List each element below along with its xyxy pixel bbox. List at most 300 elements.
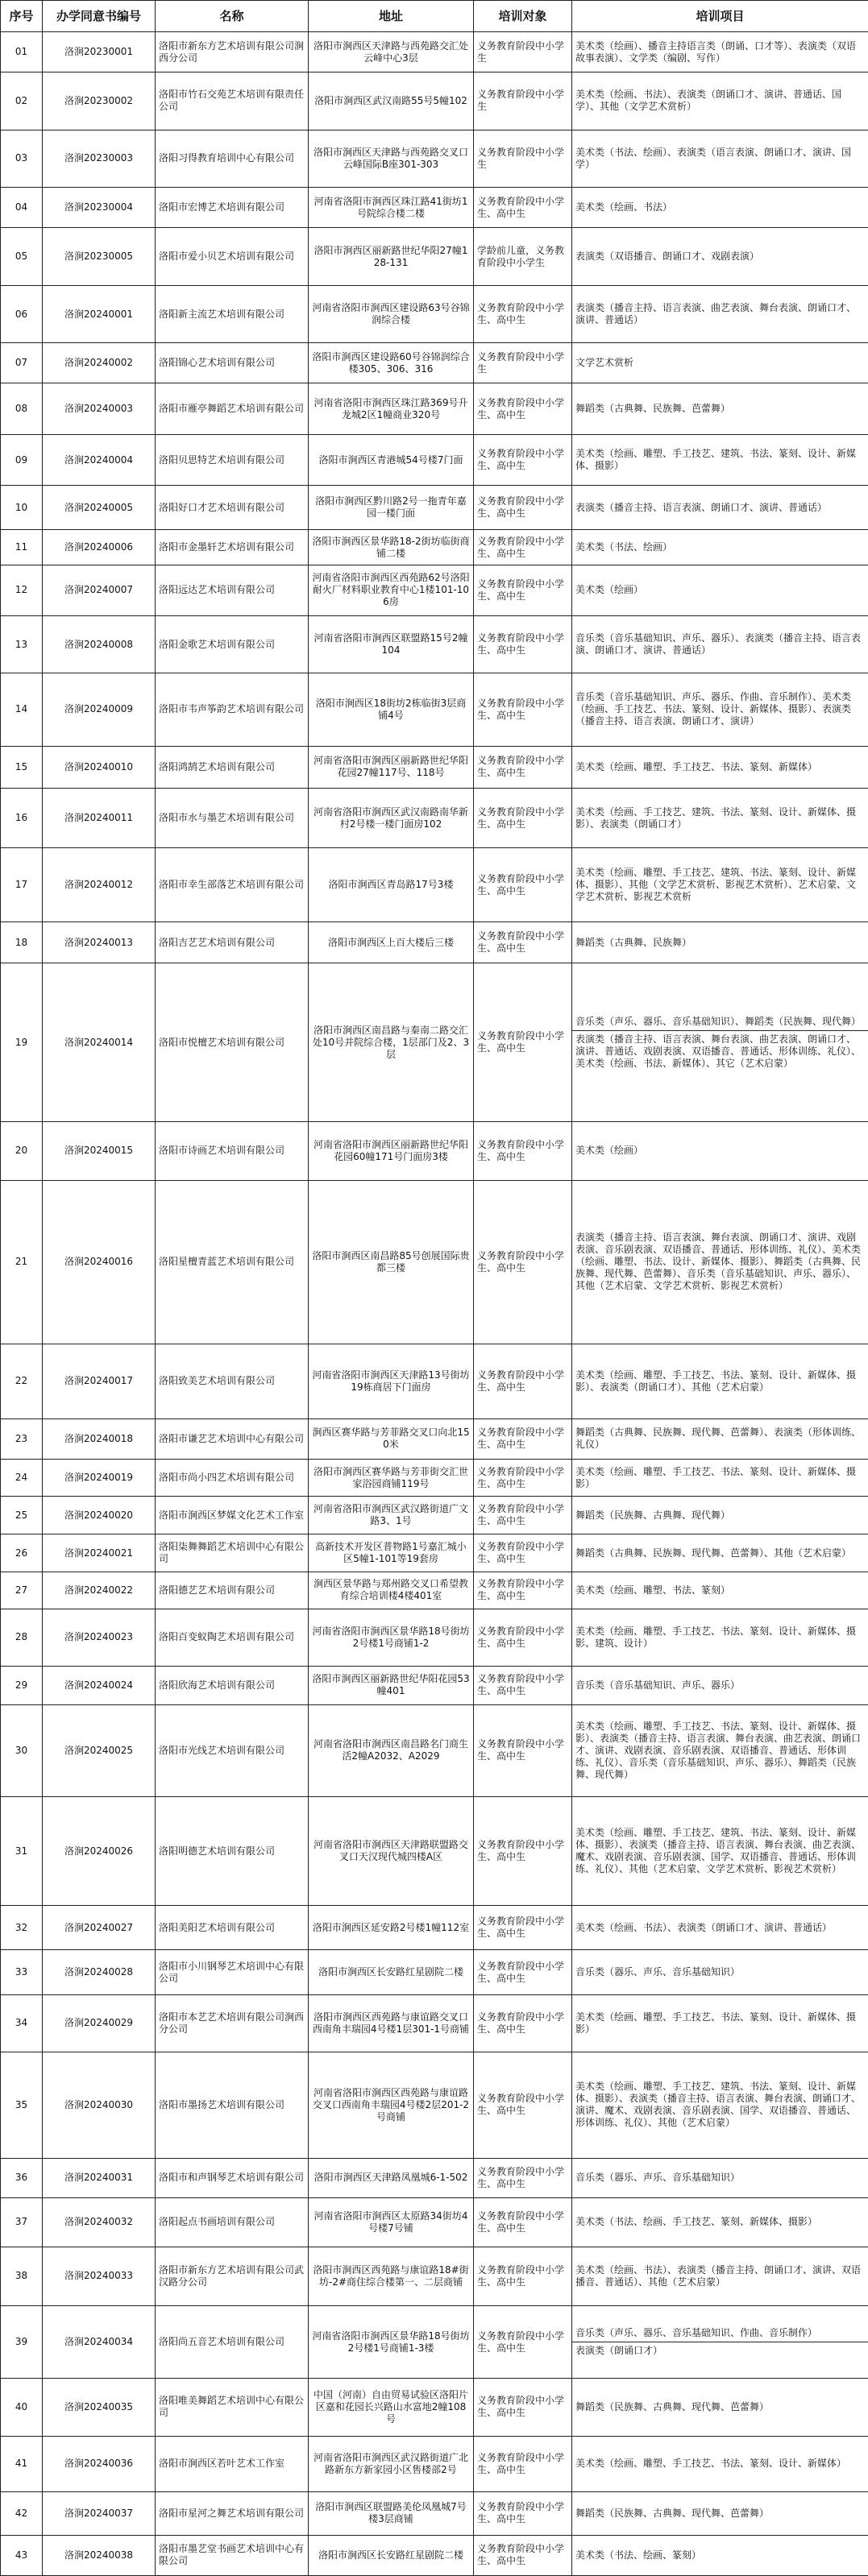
- cell-target: 义务教育阶段中小学生、高中生: [474, 1906, 572, 1950]
- cell-items: [572, 435, 868, 486]
- cell-address: 洛阳市涧西区南昌路85号创展国际贵都三楼: [309, 1180, 474, 1344]
- cell-items: [572, 789, 868, 848]
- training-item: 音乐类（音乐基础知识、声乐、器乐）、表演类（播音主持、语言表演、朗诵口才、演讲、普通话）: [575, 632, 862, 656]
- cell-address: 洛阳市涧西区上百大楼后三楼: [309, 921, 474, 963]
- cell-permit-id: 洛涧20240036: [43, 2436, 156, 2491]
- cell-name: 洛阳市涧西区梦媒文化艺术工作室: [156, 1497, 309, 1534]
- training-item: 舞蹈类（民族舞、古典舞、现代舞、芭蕾舞）: [575, 2400, 770, 2412]
- training-item: 美术类（绘画、雕塑、手工技艺、建筑、书法、篆刻、设计、新媒体、摄影）: [575, 448, 857, 472]
- cell-permit-id: 洛涧20240009: [43, 673, 156, 746]
- training-item: 美术类（绘画、雕塑、手工技艺、书法、篆刻、新媒体）: [575, 760, 818, 772]
- cell-target: 义务教育阶段中小学生、高中生: [474, 1459, 572, 1496]
- table-row: [1, 565, 868, 616]
- training-item: 美术类（绘画、书法）: [575, 201, 673, 213]
- cell-address: 中国（河南）自由贸易试验区洛阳片区嘉和花园长兴路山水富地2幢108号: [309, 2379, 474, 2436]
- cell-target: 义务教育阶段中小学生、高中生: [474, 530, 572, 565]
- cell-target: 义务教育阶段中小学生: [474, 32, 572, 72]
- cell-address: 河南省洛阳市涧西区丽新路世纪华阳花园27幢117号、118号: [309, 746, 474, 789]
- table-row: [1, 1572, 868, 1609]
- header-no: 序号: [1, 1, 43, 32]
- cell-target: 义务教育阶段中小学生、高中生: [474, 2247, 572, 2306]
- cell-permit-id: 洛涧20230004: [43, 188, 156, 228]
- header-row: [1, 1, 868, 32]
- table-row: [1, 673, 868, 746]
- cell-target: 义务教育阶段中小学生、高中生: [474, 2158, 572, 2197]
- cell-address: 涧西区景华路与郑州路交叉口希望教育综合培训楼4楼401室: [309, 1572, 474, 1609]
- cell-no: 26: [1, 1534, 43, 1572]
- cell-items: [572, 486, 868, 530]
- cell-target: 学龄前儿童，义务教育阶段中小学生: [474, 228, 572, 285]
- cell-address: 河南省洛阳市涧西区景华路18号街坊2号楼1号商铺1-3楼: [309, 2305, 474, 2378]
- table-row: [1, 789, 868, 848]
- cell-address: 河南省洛阳市涧西区景华路18号街坊2号楼1号商铺1-2: [309, 1609, 474, 1666]
- cell-address: 河南省洛阳市涧西区联盟路15号2幢104: [309, 615, 474, 673]
- cell-name: 洛阳市韦声筝韵艺术培训有限公司: [156, 673, 309, 746]
- table-row: [1, 435, 868, 486]
- cell-items: [572, 565, 868, 616]
- cell-no: 12: [1, 565, 43, 616]
- cell-target: 义务教育阶段中小学生、高中生: [474, 963, 572, 1122]
- cell-items: [572, 1572, 868, 1609]
- cell-no: 22: [1, 1344, 43, 1419]
- cell-target: 义务教育阶段中小学生、高中生: [474, 673, 572, 746]
- cell-no: 31: [1, 1796, 43, 1905]
- cell-permit-id: 洛涧20240033: [43, 2247, 156, 2306]
- training-item: 美术类（绘画）、播音主持语言类（朗诵、口才等）、表演类（双语故事表演）、文学类（编剧、写作）: [575, 39, 857, 64]
- cell-target: 义务教育阶段中小学生、高中生: [474, 2197, 572, 2247]
- cell-permit-id: 洛涧20240017: [43, 1344, 156, 1419]
- cell-name: 洛阳欣海艺术培训有限公司: [156, 1667, 309, 1705]
- training-item: 音乐类（声乐、器乐、音乐基础知识）、舞蹈类（民族舞、现代舞）: [575, 1015, 862, 1027]
- cell-address: 洛阳市涧西区黔川路2号一拖青年嘉园一楼门面: [309, 486, 474, 530]
- cell-items: [572, 285, 868, 342]
- table-row: [1, 72, 868, 130]
- header-items: 培训项目: [572, 1, 868, 32]
- table-row: [1, 615, 868, 673]
- cell-target: 义务教育阶段中小学生、高中生: [474, 848, 572, 922]
- cell-name: 洛阳市雁亭舞蹈艺术培训有限公司: [156, 383, 309, 435]
- cell-permit-id: 洛涧20240034: [43, 2305, 156, 2378]
- cell-address: 洛阳市涧西区建设路60号谷锦润综合楼305、306、316: [309, 343, 474, 383]
- training-item: 音乐类（声乐、器乐、音乐基础知识、作曲、音乐制作）: [575, 2327, 818, 2338]
- table-row: [1, 2052, 868, 2159]
- cell-name: 洛阳远达艺术培训有限公司: [156, 565, 309, 616]
- cell-name: 洛阳市竹石交苑艺术培训有限责任公司: [156, 72, 309, 130]
- cell-target: 义务教育阶段中小学生、高中生: [474, 486, 572, 530]
- cell-items: [572, 848, 868, 922]
- table-row: [1, 1796, 868, 1905]
- table-row: [1, 746, 868, 789]
- header-address: 地址: [309, 1, 474, 32]
- cell-no: 11: [1, 530, 43, 565]
- cell-target: 义务教育阶段中小学生、高中生: [474, 1950, 572, 1994]
- table-row: [1, 2158, 868, 2197]
- cell-permit-id: 洛涧20240012: [43, 848, 156, 922]
- cell-name: 洛阳吉艺艺术培训有限公司: [156, 921, 309, 963]
- cell-permit-id: 洛涧20240002: [43, 343, 156, 383]
- cell-permit-id: 洛涧20230005: [43, 228, 156, 285]
- table-row: [1, 2379, 868, 2436]
- training-item: 美术类（绘画）: [575, 1145, 644, 1157]
- cell-target: 义务教育阶段中小学生、高中生: [474, 1344, 572, 1419]
- table-row: [1, 2436, 868, 2491]
- table-row: [1, 1122, 868, 1181]
- table-row: [1, 1906, 868, 1950]
- cell-permit-id: 洛涧20240025: [43, 1704, 156, 1796]
- table-row: [1, 285, 868, 342]
- cell-permit-id: 洛涧20240007: [43, 565, 156, 616]
- cell-address: 高新技术开发区普物路1号嘉汇城小区5幢1-101等19套房: [309, 1534, 474, 1572]
- training-item: 美术类（绘画、雕塑、手工技艺、建筑、书法、篆刻、设计、新媒体、摄影）、其他（文学艺术赏析、影视艺术赏析）、艺术启蒙、文学艺术赏析、影视艺术赏析: [575, 867, 857, 903]
- table-row: [1, 1667, 868, 1705]
- cell-no: 30: [1, 1704, 43, 1796]
- cell-no: 32: [1, 1906, 43, 1950]
- cell-address: 洛阳市涧西区南昌路与秦南二路交汇处10号并院综合楼，1层部门及2、3层: [309, 963, 474, 1122]
- cell-no: 37: [1, 2197, 43, 2247]
- cell-no: 14: [1, 673, 43, 746]
- training-item: 音乐类（器乐、声乐、音乐基础知识）: [575, 2172, 741, 2184]
- table-row: [1, 1418, 868, 1459]
- cell-items: [572, 1796, 868, 1905]
- cell-no: 05: [1, 228, 43, 285]
- cell-address: 洛阳市涧西区西苑路与康谊路18#街坊-2#商住综合楼第一、二层商铺: [309, 2247, 474, 2306]
- cell-name: 洛阳致美艺术培训有限公司: [156, 1344, 309, 1419]
- cell-target: 义务教育阶段中小学生、高中生: [474, 188, 572, 228]
- cell-name: 洛阳星檀青蓝艺术培训有限公司: [156, 1180, 309, 1344]
- cell-items: [572, 228, 868, 285]
- cell-name: 洛阳市尚小四艺术培训有限公司: [156, 1459, 309, 1496]
- cell-name: 洛阳市新东方艺术培训有限公司涧西分公司: [156, 32, 309, 72]
- cell-permit-id: 洛涧20240026: [43, 1796, 156, 1905]
- cell-name: 洛阳市光线艺术培训有限公司: [156, 1704, 309, 1796]
- table-body: [1, 32, 868, 2576]
- cell-permit-id: 洛涧20240023: [43, 1609, 156, 1666]
- table-row: [1, 1534, 868, 1572]
- training-item: 美术类（书法、绘画）: [575, 541, 673, 553]
- cell-items: [572, 1180, 868, 1344]
- cell-address: 河南省洛阳市涧西区西苑路与康谊路交叉口西南角丰瑞园4号楼2层201-2号商铺: [309, 2052, 474, 2159]
- cell-address: 洛阳市涧西区长安路红星剧院二楼: [309, 2535, 474, 2575]
- cell-no: 34: [1, 1994, 43, 2052]
- cell-target: 义务教育阶段中小学生: [474, 130, 572, 187]
- table-row: [1, 1497, 868, 1534]
- table-row: [1, 2491, 868, 2535]
- cell-address: 河南省洛阳市涧西区珠江路369号升龙城2区1幢商业320号: [309, 383, 474, 435]
- cell-permit-id: 洛涧20230003: [43, 130, 156, 187]
- cell-no: 39: [1, 2305, 43, 2378]
- cell-name: 洛阳习得教育培训中心有限公司: [156, 130, 309, 187]
- cell-items: [572, 1609, 868, 1666]
- cell-items: [572, 615, 868, 673]
- cell-target: 义务教育阶段中小学生、高中生: [474, 1122, 572, 1181]
- table-row: [1, 1994, 868, 2052]
- training-item: 表演类（双语播音、朗诵口才、戏剧表演）: [575, 251, 760, 263]
- table-row: [1, 32, 868, 72]
- cell-name: 洛阳市涧西区若叶艺术工作室: [156, 2436, 309, 2491]
- cell-address: 洛阳市涧西区天津路与西苑路交汇处云峰中心3层: [309, 32, 474, 72]
- cell-no: 08: [1, 383, 43, 435]
- cell-name: 洛阳市金墨轩艺术培训有限公司: [156, 530, 309, 565]
- cell-name: 洛阳美阳艺术培训有限公司: [156, 1906, 309, 1950]
- cell-address: 河南省洛阳市涧西区天津路联盟路交叉口天汉现代城四楼A区: [309, 1796, 474, 1905]
- cell-no: 20: [1, 1122, 43, 1181]
- cell-no: 24: [1, 1459, 43, 1496]
- cell-permit-id: 洛涧20240004: [43, 435, 156, 486]
- cell-target: 义务教育阶段中小学生、高中生: [474, 383, 572, 435]
- cell-items: [572, 963, 868, 1122]
- cell-no: 18: [1, 921, 43, 963]
- cell-items: [572, 1459, 868, 1496]
- table-row: [1, 848, 868, 922]
- training-item: 美术类（绘画、雕塑、书法、篆刻）: [575, 1584, 731, 1596]
- cell-name: 洛阳市本艺艺术培训有限公司涧西分公司: [156, 1994, 309, 2052]
- cell-name: 洛阳市悦檀艺术培训有限公司: [156, 963, 309, 1122]
- cell-address: 河南省洛阳市涧西区武汉路街道广北路新东方新家园小区售楼部2号: [309, 2436, 474, 2491]
- cell-permit-id: 洛涧20240027: [43, 1906, 156, 1950]
- cell-name: 洛阳市新东方艺术培训有限公司武汉路分公司: [156, 2247, 309, 2306]
- cell-target: 义务教育阶段中小学生: [474, 343, 572, 383]
- table-row: [1, 1609, 868, 1666]
- cell-name: 洛阳市水与墨艺术培训有限公司: [156, 789, 309, 848]
- cell-permit-id: 洛涧20240018: [43, 1418, 156, 1459]
- table-row: [1, 343, 868, 383]
- cell-address: 河南省洛阳市涧西区建设路63号谷锦润综合楼: [309, 285, 474, 342]
- cell-target: 义务教育阶段中小学生、高中生: [474, 435, 572, 486]
- header-name: 名称: [156, 1, 309, 32]
- cell-items: [572, 2197, 868, 2247]
- cell-permit-id: 洛涧20240011: [43, 789, 156, 848]
- training-item: 美术类（绘画、书法）、表演类（播音主持、朗诵口才、演讲、双语播音、普通话）、其他（艺术启蒙）: [575, 2263, 862, 2288]
- cell-items: [572, 746, 868, 789]
- cell-target: 义务教育阶段中小学生、高中生: [474, 1796, 572, 1905]
- table-row: [1, 921, 868, 963]
- cell-address: 洛阳市涧西区18街坊2栋临街3层商铺4号: [309, 673, 474, 746]
- training-item: 美术类（绘画、雕塑、手工技艺、书法、篆刻、设计、新媒体、摄影）: [575, 1465, 857, 1489]
- cell-address: 洛阳市涧西区青港城54号楼7门面: [309, 435, 474, 486]
- table-row: [1, 1950, 868, 1994]
- table-row: [1, 2535, 868, 2575]
- cell-permit-id: 洛涧20240037: [43, 2491, 156, 2535]
- training-item: 舞蹈类（古典舞、民族舞）: [575, 936, 692, 948]
- cell-permit-id: 洛涧20240032: [43, 2197, 156, 2247]
- cell-no: 36: [1, 2158, 43, 2197]
- cell-name: 洛阳市星河之舞艺术培训有限公司: [156, 2491, 309, 2535]
- cell-permit-id: 洛涧20240028: [43, 1950, 156, 1994]
- cell-permit-id: 洛涧20240020: [43, 1497, 156, 1534]
- cell-address: 洛阳市涧西区联盟路美伦凤凰城7号楼3层商铺: [309, 2491, 474, 2535]
- cell-no: 10: [1, 486, 43, 530]
- cell-items: [572, 2305, 868, 2378]
- cell-permit-id: 洛涧20240024: [43, 1667, 156, 1705]
- cell-target: 义务教育阶段中小学生、高中生: [474, 2491, 572, 2535]
- cell-name: 洛阳市和声钢琴艺术培训有限公司: [156, 2158, 309, 2197]
- cell-permit-id: 洛涧20240003: [43, 383, 156, 435]
- cell-target: 义务教育阶段中小学生、高中生: [474, 1180, 572, 1344]
- cell-name: 洛阳贝思特艺术培训有限公司: [156, 435, 309, 486]
- cell-address: 洛阳市涧西区丽新路世纪华阳花园53幢401: [309, 1667, 474, 1705]
- cell-permit-id: 洛涧20240038: [43, 2535, 156, 2575]
- cell-target: 义务教育阶段中小学生、高中生: [474, 1418, 572, 1459]
- cell-permit-id: 洛涧20240021: [43, 1534, 156, 1572]
- cell-no: 38: [1, 2247, 43, 2306]
- table-row: [1, 2247, 868, 2306]
- cell-target: 义务教育阶段中小学生、高中生: [474, 615, 572, 673]
- cell-no: 35: [1, 2052, 43, 2159]
- cell-items: [572, 32, 868, 72]
- cell-no: 42: [1, 2491, 43, 2535]
- cell-name: 洛阳金歌艺术培训有限公司: [156, 615, 309, 673]
- training-item: 美术类（绘画、书法）、表演类（朗诵口才、演讲、普通话）: [575, 1921, 833, 1933]
- cell-address: 洛阳市涧西区武汉南路55号5幢102: [309, 72, 474, 130]
- cell-permit-id: 洛涧20240006: [43, 530, 156, 565]
- training-item: 美术类（书法、绘画）、表演类（语言表演、朗诵口才、演讲、国学）: [575, 146, 852, 170]
- cell-name: 洛阳好口才艺术培训有限公司: [156, 486, 309, 530]
- cell-no: 33: [1, 1950, 43, 1994]
- cell-name: 洛阳起点书画培训有限公司: [156, 2197, 309, 2247]
- table-row: [1, 2197, 868, 2247]
- training-item: 美术类（绘画、雕塑、手工技艺、建筑、书法、篆刻、设计、新媒体、摄影）、表演类（播音主持、语言表演、舞台表演、朗诵口才、演讲、魔术、戏剧表演、音乐剧表演、国学、双语播音、普通话、形体训练、礼仪）、其他（艺术启蒙）: [575, 2081, 862, 2129]
- table-row: [1, 383, 868, 435]
- cell-no: 02: [1, 72, 43, 130]
- cell-address: 河南省洛阳市涧西区丽新路世纪华阳花园60幢171号门面房3楼: [309, 1122, 474, 1181]
- cell-items: [572, 2052, 868, 2159]
- cell-permit-id: 洛涧20240008: [43, 615, 156, 673]
- cell-address: 洛阳市涧西区延安路2号楼1幢112室: [309, 1906, 474, 1950]
- training-item: 美术类（绘画、手工技艺、建筑、书法、篆刻、设计、新媒体、摄影）、表演类（朗诵口才）: [575, 806, 857, 830]
- training-item: 舞蹈类（古典舞、民族舞、现代舞、芭蕾舞）、表演类（形体训练、礼仪）: [575, 1427, 862, 1451]
- cell-items: [572, 188, 868, 228]
- training-item: 美术类（绘画、雕塑、手工技艺、书法、篆刻、设计、新媒体、摄影）: [575, 2011, 857, 2035]
- training-item: 音乐类（音乐基础知识、声乐、器乐、作曲、音乐制作）、美术类（绘画、手工技艺、书法、篆刻、设计、新媒体、摄影）、表演类（播音主持、语言表演、朗诵口才、演讲）: [575, 691, 852, 727]
- cell-name: 洛阳市宏博艺术培训有限公司: [156, 188, 309, 228]
- cell-permit-id: 洛涧20230002: [43, 72, 156, 130]
- training-item: 表演类（播音主持、语言表演、舞台表演、朗诵口才、演讲、戏剧表演、音乐剧表演、双语播音、普通话、形体训练、礼仪）、美术类（绘画、雕塑、书法、设计、新媒体、摄影）、舞蹈类（古典舞、民族舞、现代舞、芭蕾舞）、音乐类（音乐基础知识、声乐、器乐）、其他（艺术启蒙、文学艺术赏析、影视艺术赏析）: [575, 1232, 862, 1292]
- cell-address: 洛阳市涧西区长安路红星剧院二楼: [309, 1950, 474, 1994]
- cell-address: 河南省洛阳市涧西区武汉路街道广文路3、1号: [309, 1497, 474, 1534]
- table-row: [1, 130, 868, 187]
- training-item: 美术类（绘画）: [575, 584, 644, 596]
- cell-target: 义务教育阶段中小学生、高中生: [474, 1609, 572, 1666]
- cell-items: [572, 383, 868, 435]
- cell-items: [572, 343, 868, 383]
- cell-no: 17: [1, 848, 43, 922]
- cell-no: 43: [1, 2535, 43, 2575]
- cell-permit-id: 洛涧20240010: [43, 746, 156, 789]
- cell-target: 义务教育阶段中小学生、高中生: [474, 2379, 572, 2436]
- training-item: 美术类（绘画、雕塑、手工技艺、建筑、书法、篆刻、设计、新媒体、摄影）、表演类（播音主持、语言表演、舞台表演、曲艺表演、魔术、戏剧表演、音乐剧表演、国学、双语播音、普通话、形体训练、礼仪）、其他（艺术启蒙、文学艺术赏析、影视艺术赏析）: [575, 1827, 862, 1875]
- cell-no: 21: [1, 1180, 43, 1344]
- cell-address: 涧西区赛华路与芳菲路交叉口向北150米: [309, 1418, 474, 1459]
- cell-items: [572, 530, 868, 565]
- cell-no: 09: [1, 435, 43, 486]
- header-permit-id: 办学同意书编号: [43, 1, 156, 32]
- cell-items: [572, 2436, 868, 2491]
- cell-name: 洛阳锦心艺术培训有限公司: [156, 343, 309, 383]
- cell-name: 洛阳新主流艺术培训有限公司: [156, 285, 309, 342]
- cell-no: 41: [1, 2436, 43, 2491]
- cell-items: [572, 1704, 868, 1796]
- cell-no: 28: [1, 1609, 43, 1666]
- table-row: [1, 963, 868, 1122]
- table-row: [1, 1180, 868, 1344]
- table-row: [1, 2305, 868, 2378]
- cell-no: 29: [1, 1667, 43, 1705]
- cell-permit-id: 洛涧20240001: [43, 285, 156, 342]
- cell-no: 25: [1, 1497, 43, 1534]
- cell-name: 洛阳市谦艺艺术培训中心有限公司: [156, 1418, 309, 1459]
- training-item: 美术类（绘画、书法）、表演类（朗诵口才、演讲、普通话、国学）、其他（文学艺术赏析）: [575, 89, 842, 113]
- cell-items: [572, 130, 868, 187]
- cell-address: 洛阳市涧西区景华路18-2街坊临街商铺二楼: [309, 530, 474, 565]
- cell-name: 洛阳德艺艺术培训有限公司: [156, 1572, 309, 1609]
- cell-no: 06: [1, 285, 43, 342]
- cell-name: 洛阳明德艺术培训有限公司: [156, 1796, 309, 1905]
- training-item: 舞蹈类（古典舞、民族舞、现代舞、芭蕾舞）、其他（艺术启蒙）: [575, 1547, 852, 1559]
- cell-no: 07: [1, 343, 43, 383]
- cell-target: 义务教育阶段中小学生、高中生: [474, 746, 572, 789]
- table-row: [1, 1459, 868, 1496]
- training-item: 表演类（播音主持、语言表演、舞台表演、曲艺表演、朗诵口才、演讲、普通话、戏剧表演、双语播音、普通话、形体训练、礼仪）、美术类（绘画、书法、新媒体）、其它（艺术启蒙）: [572, 1030, 868, 1070]
- cell-address: 河南省洛阳市涧西区天津路13号街坊19栋商居下门面房: [309, 1344, 474, 1419]
- cell-items: [572, 2535, 868, 2575]
- cell-target: 义务教育阶段中小学生、高中生: [474, 1534, 572, 1572]
- cell-name: 洛阳百变蚁陶艺术培训有限公司: [156, 1609, 309, 1666]
- cell-address: 洛阳市涧西区赛华路与芳菲街交汇世家浴园商铺119号: [309, 1459, 474, 1496]
- table-row: [1, 530, 868, 565]
- cell-permit-id: 洛涧20240030: [43, 2052, 156, 2159]
- cell-target: 义务教育阶段中小学生、高中生: [474, 1667, 572, 1705]
- cell-name: 洛阳市墨扬艺术培训有限公司: [156, 2052, 309, 2159]
- cell-no: 16: [1, 789, 43, 848]
- cell-items: [572, 1534, 868, 1572]
- table-row: [1, 228, 868, 285]
- cell-name: 洛阳唯美舞蹈艺术培训中心有限公司: [156, 2379, 309, 2436]
- cell-target: 义务教育阶段中小学生、高中生: [474, 2052, 572, 2159]
- training-item: 美术类（绘画、雕塑、手工技艺、书法、篆刻、设计、新媒体、摄影）、表演类（播音主持、语言表演、舞台表演、曲艺表演、朗诵口才、演讲、戏剧表演、音乐剧表演、双语播音、普通话、形体训练、礼仪）、音乐类（音乐基础知识、声乐、器乐）、舞蹈类（民族舞、现代舞）: [575, 1720, 862, 1780]
- cell-items: [572, 1906, 868, 1950]
- training-item: 美术类（绘画、雕塑、手工技艺、书法、篆刻、设计、新媒体、摄影、建筑、设计）: [575, 1625, 857, 1649]
- table-row: [1, 1344, 868, 1419]
- cell-no: 15: [1, 746, 43, 789]
- cell-name: 洛阳鸿鹄艺术培训有限公司: [156, 746, 309, 789]
- cell-target: 义务教育阶段中小学生、高中生: [474, 285, 572, 342]
- cell-address: 洛阳市涧西区天津路凤凰城6-1-502: [309, 2158, 474, 2197]
- training-item: 音乐类（器乐、声乐、音乐基础知识）: [575, 1966, 741, 1978]
- cell-address: 河南省洛阳市涧西区武汉南路南华新村2号楼一楼门面房102: [309, 789, 474, 848]
- cell-no: 03: [1, 130, 43, 187]
- cell-permit-id: 洛涧20240013: [43, 921, 156, 963]
- training-item: 美术类（书法、绘画、手工技艺、篆刻、新媒体、摄影）: [575, 2216, 818, 2228]
- header-target: 培训对象: [474, 1, 572, 32]
- cell-name: 洛阳市幸生部落艺术培训有限公司: [156, 848, 309, 922]
- cell-permit-id: 洛涧20240035: [43, 2379, 156, 2436]
- cell-no: 13: [1, 615, 43, 673]
- cell-permit-id: 洛涧20240022: [43, 1572, 156, 1609]
- cell-target: 义务教育阶段中小学生、高中生: [474, 921, 572, 963]
- cell-address: 河南省洛阳市涧西区珠江路41街坊1号院综合楼二楼: [309, 188, 474, 228]
- cell-items: [572, 1344, 868, 1419]
- cell-address: 河南省洛阳市涧西区太原路34街坊4号楼7号铺: [309, 2197, 474, 2247]
- cell-items: [572, 1994, 868, 2052]
- cell-target: 义务教育阶段中小学生、高中生: [474, 789, 572, 848]
- cell-target: 义务教育阶段中小学生、高中生: [474, 2436, 572, 2491]
- training-item: 舞蹈类（民族舞、古典舞、现代舞）: [575, 1509, 731, 1521]
- cell-address: 河南省洛阳市涧西区南昌路名门商生活2幢A2032、A2029: [309, 1704, 474, 1796]
- training-item: 舞蹈类（民族舞、古典舞、现代舞、芭蕾舞）: [575, 2507, 770, 2519]
- table-row: [1, 188, 868, 228]
- cell-items: [572, 2379, 868, 2436]
- cell-target: 义务教育阶段中小学生、高中生: [474, 1704, 572, 1796]
